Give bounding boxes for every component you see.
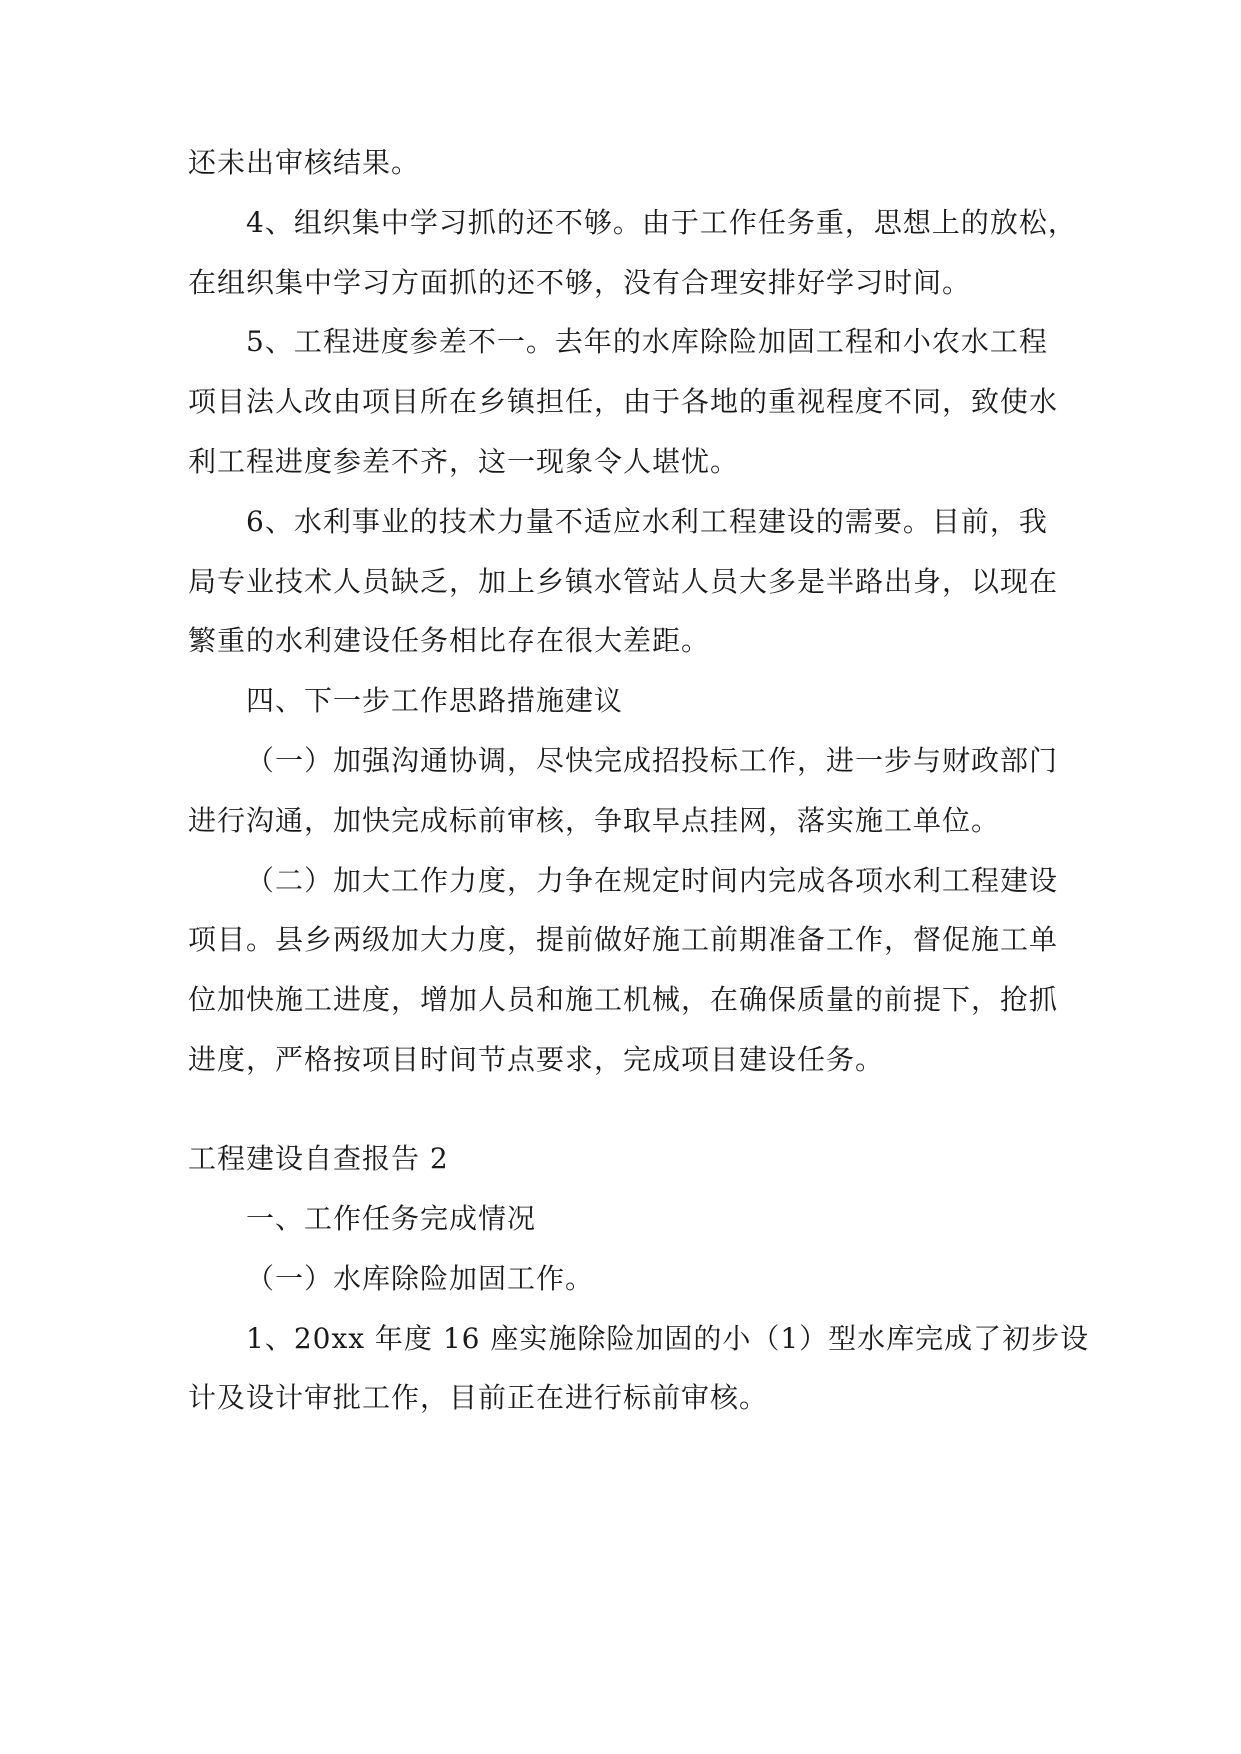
text-line: （一）加强沟通协调，尽快完成招投标工作，进一步与财政部门 (246, 744, 1059, 777)
text-line: 还未出审核结果。 (188, 146, 421, 179)
text-line: 6、水利事业的技术力量不适应水利工程建设的需要。目前，我 (246, 505, 1048, 538)
section-heading: 四、下一步工作思路措施建议 (246, 684, 624, 717)
text-line: 4、组织集中学习抓的还不够。由于工作任务重，思想上的放松， (246, 206, 1077, 239)
text-line: 位加快施工进度，增加人员和施工机械，在确保质量的前提下，抢抓 (188, 983, 1059, 1016)
text-line: （二）加大工作力度，力争在规定时间内完成各项水利工程建设 (246, 864, 1059, 897)
text-line: 5、工程进度参差不一。去年的水库除险加固工程和小农水工程 (246, 325, 1048, 358)
subsection-heading: （一）水库除险加固工作。 (246, 1262, 595, 1295)
report-title: 工程建设自查报告 2 (188, 1142, 449, 1175)
text-line: 项目。县乡两级加大力度，提前做好施工前期准备工作，督促施工单 (188, 923, 1059, 956)
section-heading: 一、工作任务完成情况 (246, 1202, 537, 1235)
text-line: 繁重的水利建设任务相比存在很大差距。 (188, 624, 711, 657)
text-line: 进行沟通，加快完成标前审核，争取早点挂网，落实施工单位。 (188, 804, 1001, 837)
text-line: 利工程进度参差不齐，这一现象令人堪忧。 (188, 445, 740, 478)
text-line: 在组织集中学习方面抓的还不够，没有合理安排好学习时间。 (188, 266, 972, 299)
text-line: 局专业技术人员缺乏，加上乡镇水管站人员大多是半路出身，以现在 (188, 565, 1059, 598)
text-line: 计及设计审批工作，目前正在进行标前审核。 (188, 1381, 769, 1414)
text-line: 1、20xx 年度 16 座实施除险加固的小（1）型水库完成了初步设 (246, 1322, 1090, 1355)
text-line: 进度，严格按项目时间节点要求，完成项目建设任务。 (188, 1043, 885, 1076)
text-line: 项目法人改由项目所在乡镇担任，由于各地的重视程度不同，致使水 (188, 385, 1059, 418)
